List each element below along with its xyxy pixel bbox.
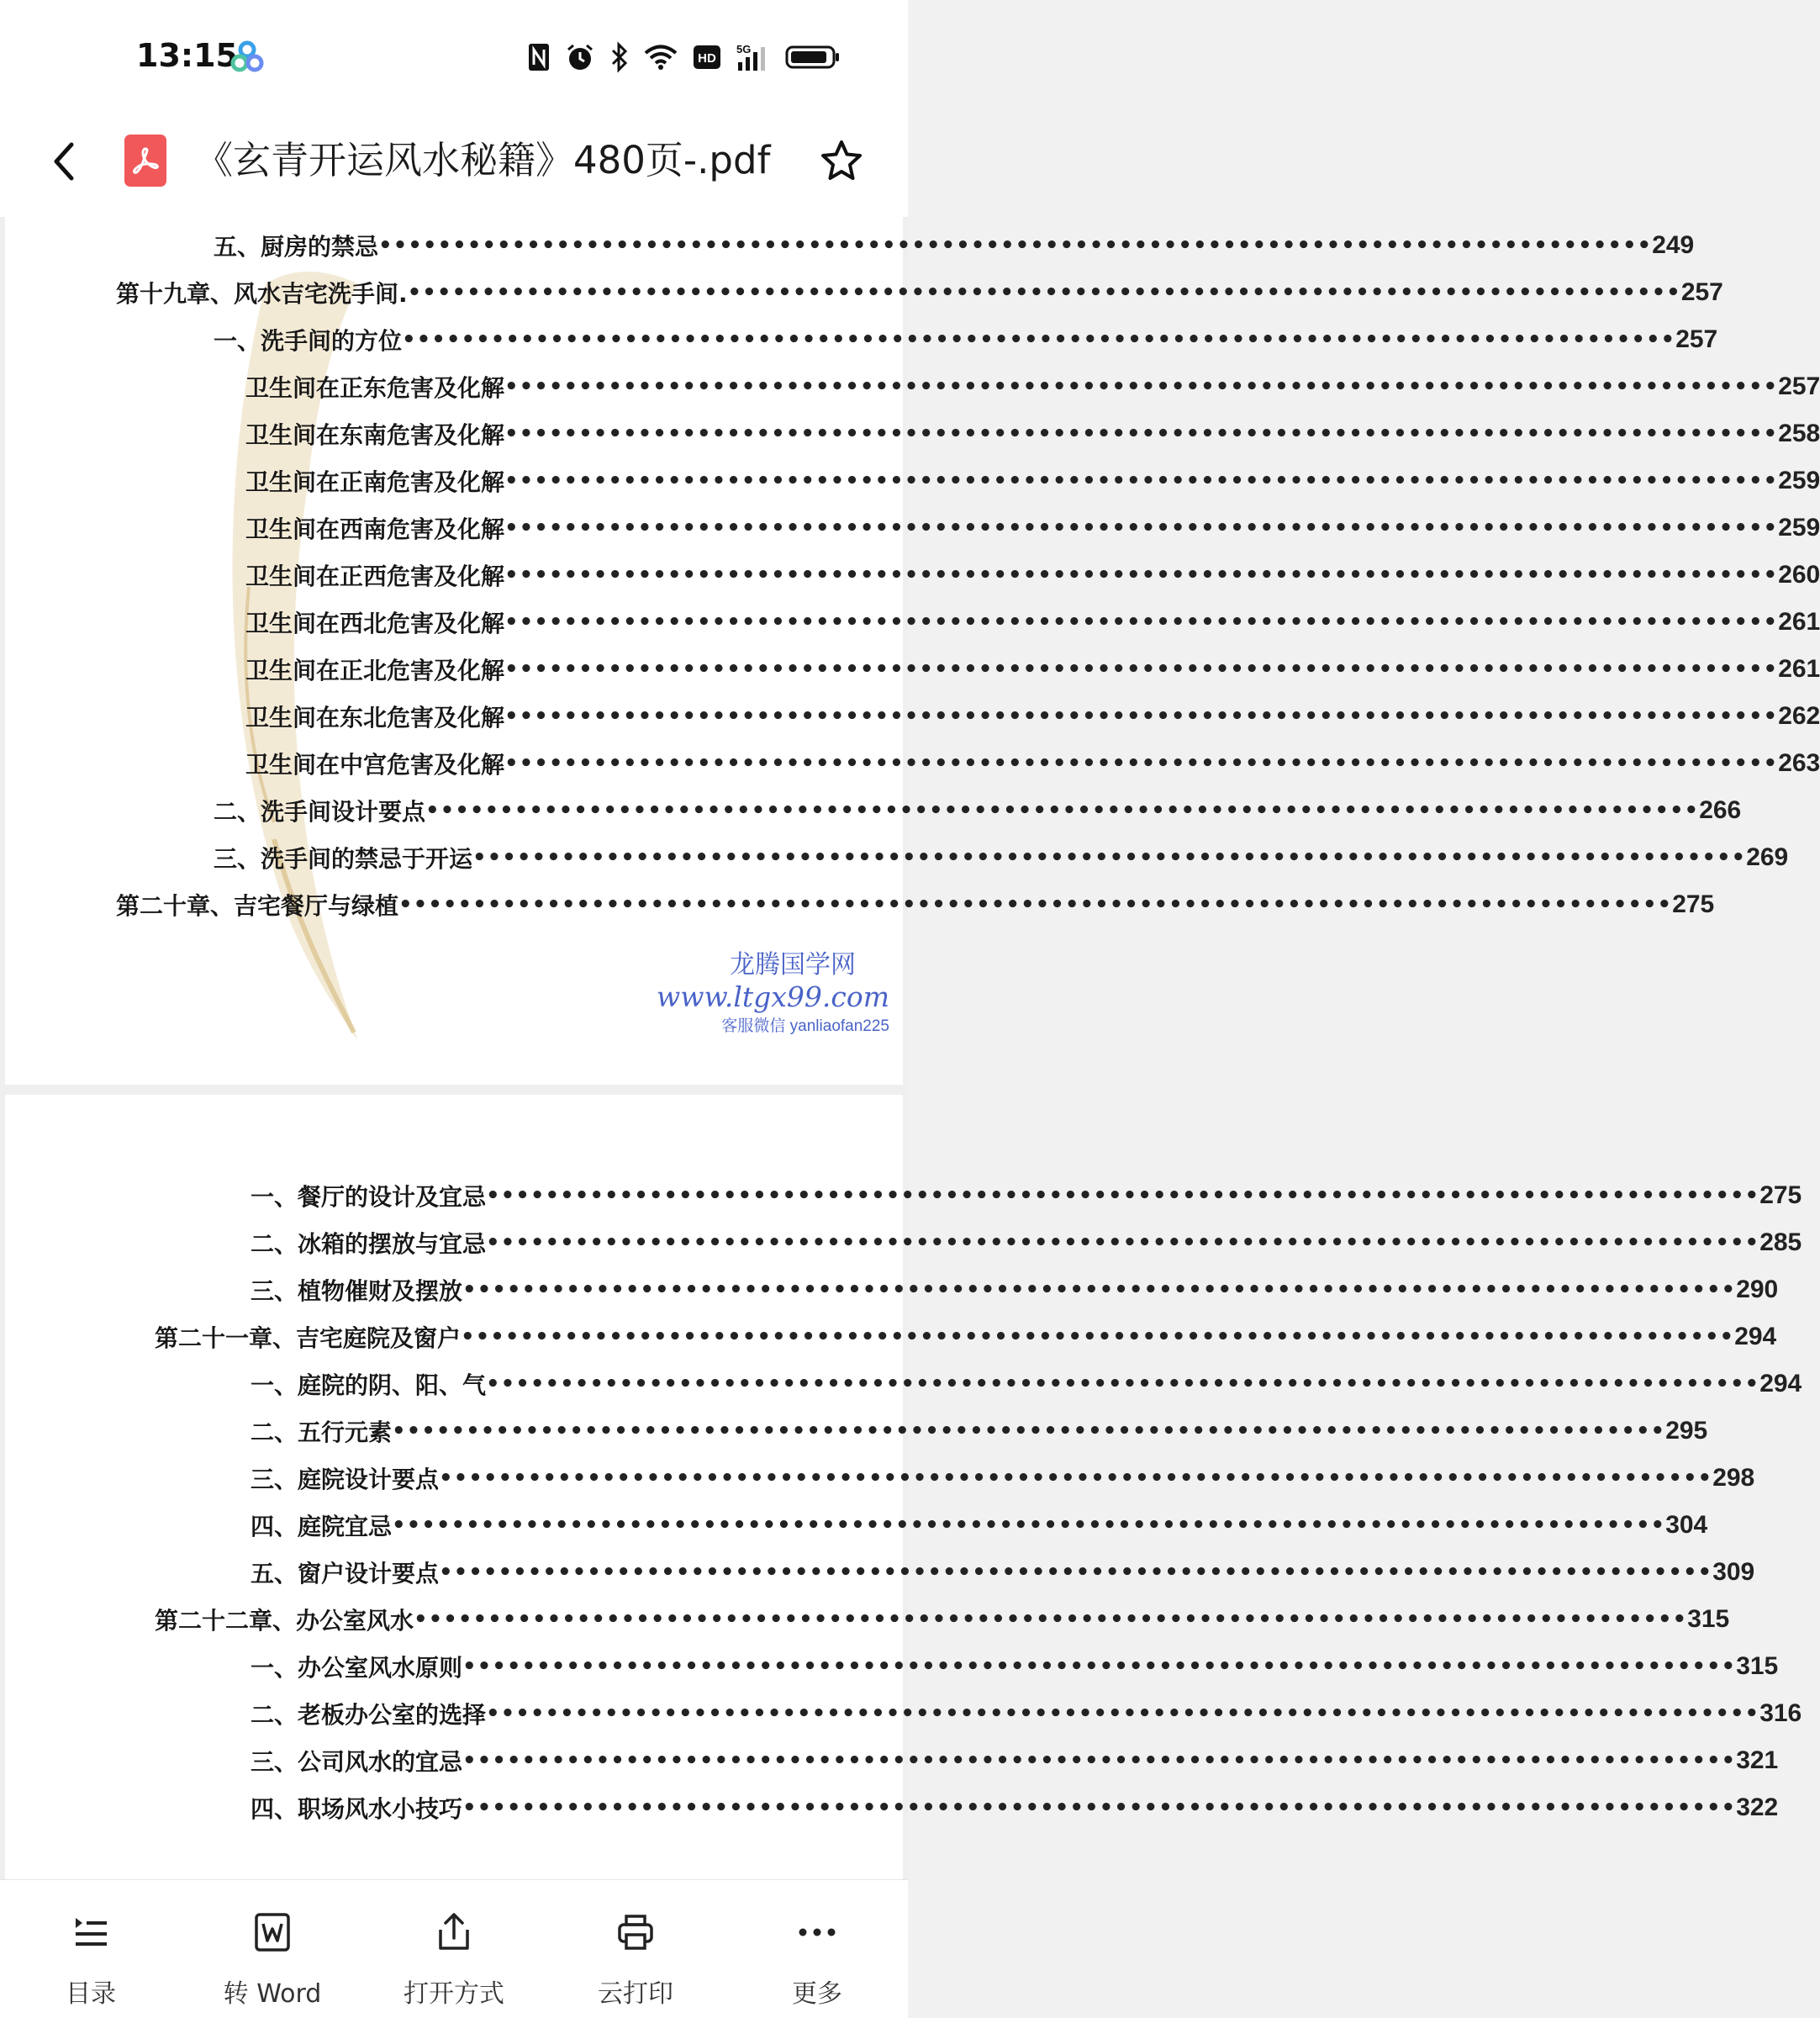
share-icon [432, 1910, 476, 1954]
toc-leader-dots: •••••••••••••••••••••••••••••••••••••••••••••••••••••••••••••••••••••••••••••••••••••• [486, 1701, 1760, 1726]
5g-signal-icon [736, 42, 770, 72]
toc-button-label: 目录 [66, 1979, 116, 2009]
toc-entry[interactable] [245, 745, 1820, 782]
word-convert-icon [251, 1910, 294, 1954]
toc-entry-page: 261 [1778, 655, 1820, 683]
wifi-icon [644, 44, 678, 71]
toc-leader-dots: •••••••••••••••••••••••••••••••••••••••••••••••••••••••••••••••••••••••••••••••••••••• [504, 657, 1779, 682]
network-label: 5G [736, 43, 752, 55]
toc-entry[interactable] [214, 792, 1742, 829]
cloud-print-label: 云打印 [598, 1979, 673, 2009]
chevron-left-icon [51, 141, 76, 182]
toc-entry-title: 二、冰箱的摆放与宜忌 [251, 1230, 487, 1258]
toc-entry-page: 261 [1778, 608, 1820, 636]
toc-leader-dots: •••••••••••••••••••••••••••••••••••••••••••••••••••••••••••••••••••••••••••••••••••••• [392, 1418, 1666, 1444]
toc-entry-page: 260 [1778, 561, 1820, 589]
more-label: 更多 [792, 1979, 842, 2009]
toc-entry[interactable] [251, 1789, 1779, 1826]
toc-entry-page: 294 [1759, 1370, 1802, 1397]
toc-entry-title: 三、公司风水的宜忌 [251, 1748, 463, 1776]
watermark-contact: 客服微信 yanliaofan225 [721, 1017, 889, 1035]
toc-leader-dots: •••••••••••••••••••••••••••••••••••••••••••••••••••••••••••••••••••••••••••••••••••••• [462, 1748, 1737, 1773]
toc-entry-page: 249 [1652, 231, 1695, 259]
toc-entry[interactable] [245, 510, 1820, 547]
toc-entry[interactable] [214, 227, 1695, 264]
toc-entry-title: 第十九章、风水吉宅洗手间. [116, 280, 408, 308]
toc-entry-title: 第二十一章、吉宅庭院及窗户 [155, 1324, 462, 1352]
toc-leader-dots: •••••••••••••••••••••••••••••••••••••••••••••••••••••••••••••••••••••••••••••••••••••• [504, 374, 1779, 399]
table-of-contents-icon [69, 1910, 113, 1954]
toc-entry-page: 275 [1759, 1181, 1802, 1209]
toc-entry-page: 259 [1778, 467, 1820, 494]
toc-entry[interactable] [251, 1224, 1802, 1261]
toc-leader-dots: •••••••••••••••••••••••••••••••••••••••••••••••••••••••••••••••••••••••••••••••••••••• [504, 610, 1779, 635]
pdf-page[interactable] [5, 217, 1820, 1085]
toc-entry-title: 一、办公室风水原则 [251, 1654, 463, 1682]
toc-entry-page: 259 [1778, 514, 1820, 541]
toc-entry-page: 316 [1759, 1699, 1802, 1727]
toc-entry[interactable] [214, 321, 1718, 358]
toc-entry-page: 257 [1680, 278, 1723, 306]
open-with-label: 打开方式 [404, 1979, 504, 2009]
pdf-page[interactable] [5, 1095, 1802, 1936]
toc-entry-title: 第二十章、吉宅餐厅与绿植 [116, 892, 399, 920]
toc-entry-title: 四、庭院宜忌 [251, 1513, 393, 1540]
toc-entry[interactable] [245, 368, 1820, 405]
watermark-site-name: 龙腾国学网 [730, 950, 856, 980]
toc-entry[interactable] [155, 1318, 1777, 1355]
printer-icon [614, 1910, 657, 1954]
toc-entry-page: 315 [1687, 1605, 1730, 1633]
toc-entry-title: 卫生间在西南危害及化解 [245, 515, 505, 543]
toc-entry-title: 卫生间在西北危害及化解 [245, 610, 505, 637]
toc-entry-title: 三、庭院设计要点 [251, 1466, 440, 1493]
toc-leader-dots: •••••••••••••••••••••••••••••••••••••••••••••••••••••••••••••••••••••••••••••••••••••• [462, 1654, 1737, 1679]
app-notification-icon [229, 39, 266, 76]
toc-entry-title: 三、植物催财及摆放 [251, 1277, 463, 1305]
bottom-toolbar [0, 1879, 908, 2018]
toc-entry-title: 卫生间在正西危害及化解 [245, 563, 505, 590]
toc-entry-page: 262 [1778, 702, 1820, 730]
convert-word-button[interactable] [182, 1880, 363, 2018]
toc-entry[interactable] [251, 1742, 1779, 1779]
toc-entry-title: 三、洗手间的禁忌于开运 [214, 845, 473, 873]
toc-entry-page: 269 [1746, 843, 1789, 871]
toc-entry-page: 309 [1712, 1558, 1755, 1586]
toc-leader-dots: •••••••••••••••••••••••••••••••••••••••••••••••••••••••••••••••••••••••••••••••••••••• [425, 798, 1700, 823]
battery-icon [785, 45, 841, 70]
more-icon [795, 1910, 839, 1954]
toc-leader-dots: •••••••••••••••••••••••••••••••••••••••••••••••••••••••••••••••••••••••••••••••••••••• [504, 468, 1779, 494]
toc-entry-page: 290 [1736, 1276, 1779, 1303]
toc-button[interactable] [0, 1880, 182, 2018]
toc-entry-title: 卫生间在东南危害及化解 [245, 421, 505, 449]
document-title: 《玄青开运风水秘籍》480页-.pdf [195, 138, 771, 182]
toc-entry-page: 322 [1736, 1793, 1779, 1821]
toc-leader-dots: •••••••••••••••••••••••••••••••••••••••••••••••••••••••••••••••••••••••••••••••••••••• [504, 421, 1779, 446]
toc-entry[interactable] [251, 1413, 1708, 1450]
toc-leader-dots: •••••••••••••••••••••••••••••••••••••••••••••••••••••••••••••••••••••••••••••••••••••• [486, 1183, 1760, 1208]
toc-entry-page: 294 [1734, 1323, 1777, 1350]
toc-entry-page: 298 [1712, 1464, 1755, 1492]
back-button[interactable] [37, 135, 91, 188]
toc-leader-dots: •••••••••••••••••••••••••••••••••••••••••••••••••••••••••••••••••••••••••••••••••••••• [504, 515, 1779, 541]
pdf-viewport[interactable] [0, 217, 1820, 1879]
toc-entry[interactable] [245, 557, 1820, 594]
toc-entry-title: 二、洗手间设计要点 [214, 798, 426, 826]
toc-entry-page: 275 [1672, 890, 1715, 918]
status-time: 13:15 [136, 37, 238, 74]
status-bar [0, 0, 908, 109]
toc-entry-page: 257 [1675, 325, 1718, 353]
toc-leader-dots: •••••••••••••••••••••••••••••••••••••••••••••••••••••••••••••••••••••••••••••••••••••• [398, 892, 1673, 917]
toc-entry[interactable] [116, 274, 1723, 311]
toc-entry-title: 五、窗户设计要点 [251, 1560, 440, 1587]
toc-entry-title: 一、餐厅的设计及宜忌 [251, 1183, 487, 1211]
toc-entry-title: 卫生间在正南危害及化解 [245, 468, 505, 496]
toc-entry[interactable] [155, 1601, 1730, 1638]
toc-leader-dots: •••••••••••••••••••••••••••••••••••••••••••••••••••••••••••••••••••••••••••••••••••••• [486, 1230, 1760, 1255]
watermark-url: www.ltgx99.com [657, 980, 889, 1013]
toc-entry[interactable] [245, 415, 1820, 452]
toc-leader-dots: •••••••••••••••••••••••••••••••••••••••••••••••••••••••••••••••••••••••••••••••••••••• [439, 1466, 1713, 1491]
toc-entry[interactable] [116, 886, 1715, 923]
toc-entry[interactable] [251, 1366, 1802, 1403]
toc-entry-title: 卫生间在中宫危害及化解 [245, 751, 505, 779]
star-outline-icon [820, 139, 863, 182]
toc-entry-title: 四、职场风水小技巧 [251, 1795, 463, 1823]
cloud-print-button[interactable] [545, 1880, 726, 2018]
toc-entry-title: 卫生间在正北危害及化解 [245, 657, 505, 684]
toc-entry-page: 315 [1736, 1652, 1779, 1680]
toc-leader-dots: •••••••••••••••••••••••••••••••••••••••••••••••••••••••••••••••••••••••••••••••••••••• [414, 1607, 1688, 1632]
pdf-icon [124, 135, 166, 187]
toc-leader-dots: •••••••••••••••••••••••••••••••••••••••••••••••••••••••••••••••••••••••••••••••••••••• [439, 1560, 1713, 1585]
toc-entry[interactable] [251, 1271, 1779, 1308]
toc-entry[interactable] [251, 1507, 1708, 1544]
hd-label: HD [698, 51, 716, 66]
toc-entry-page: 321 [1736, 1746, 1779, 1774]
toc-leader-dots: •••••••••••••••••••••••••••••••••••••••••••••••••••••••••••••••••••••••••••••••••••••• [472, 845, 1747, 870]
toc-leader-dots: •••••••••••••••••••••••••••••••••••••••••••••••••••••••••••••••••••••••••••••••••••••• [462, 1795, 1737, 1820]
toc-entry[interactable] [251, 1648, 1779, 1685]
watermark [657, 943, 889, 1036]
toc-entry-title: 卫生间在东北危害及化解 [245, 704, 505, 732]
status-icons [528, 39, 841, 76]
toc-entry-title: 第二十二章、办公室风水 [155, 1607, 414, 1635]
toc-leader-dots: •••••••••••••••••••••••••••••••••••••••••••••••••••••••••••••••••••••••••••••••••••••• [461, 1324, 1735, 1350]
toc-entry[interactable] [251, 1460, 1755, 1497]
toc-leader-dots: •••••••••••••••••••••••••••••••••••••••••••••••••••••••••••••••••••••••••••••••••••••• [504, 704, 1779, 729]
toc-entry[interactable] [251, 1177, 1802, 1214]
toc-entry[interactable] [245, 651, 1820, 688]
toc-entry[interactable] [214, 839, 1789, 876]
open-with-button[interactable] [363, 1880, 545, 2018]
toc-entry-title: 二、五行元素 [251, 1418, 393, 1446]
alarm-icon [565, 42, 595, 72]
toc-entry-page: 266 [1699, 796, 1742, 824]
toc-entry-page: 304 [1665, 1511, 1708, 1539]
nfc-icon [528, 43, 550, 71]
toc-entry[interactable] [245, 462, 1820, 499]
toc-entry-page: 257 [1778, 372, 1820, 400]
toc-leader-dots: •••••••••••••••••••••••••••••••••••••••••••••••••••••••••••••••••••••••••••••••••••••• [486, 1371, 1760, 1397]
toc-entry-title: 一、洗手间的方位 [214, 327, 403, 355]
toc-entry-title: 一、庭院的阴、阳、气 [251, 1371, 487, 1399]
toc-entry[interactable] [251, 1554, 1755, 1591]
toc-leader-dots: •••••••••••••••••••••••••••••••••••••••••••••••••••••••••••••••••••••••••••••••••••••• [407, 280, 1681, 305]
convert-word-label: 转 Word [223, 1979, 322, 2009]
toc-entry-page: 258 [1778, 420, 1820, 447]
app-header [0, 109, 908, 217]
toc-leader-dots: •••••••••••••••••••••••••••••••••••••••••••••••••••••••••••••••••••••••••••••••••••••• [378, 233, 1653, 258]
toc-entry-title: 五、厨房的禁忌 [214, 233, 379, 261]
toc-entry-title: 卫生间在正东危害及化解 [245, 374, 505, 402]
toc-leader-dots: •••••••••••••••••••••••••••••••••••••••••••••••••••••••••••••••••••••••••••••••••••••• [402, 327, 1676, 352]
toc-entry-page: 263 [1778, 749, 1820, 777]
hd-icon [693, 45, 721, 70]
favorite-button[interactable] [814, 133, 869, 188]
toc-entry-title: 二、老板办公室的选择 [251, 1701, 487, 1729]
toc-entry[interactable] [245, 698, 1820, 735]
toc-leader-dots: •••••••••••••••••••••••••••••••••••••••••••••••••••••••••••••••••••••••••••••••••••••• [392, 1513, 1666, 1538]
toc-entry-page: 285 [1759, 1228, 1802, 1256]
toc-entry[interactable] [245, 604, 1820, 641]
toc-entry[interactable] [251, 1695, 1802, 1732]
toc-leader-dots: •••••••••••••••••••••••••••••••••••••••••••••••••••••••••••••••••••••••••••••••••••••• [504, 563, 1779, 588]
toc-leader-dots: •••••••••••••••••••••••••••••••••••••••••••••••••••••••••••••••••••••••••••••••••••••• [462, 1277, 1737, 1302]
more-button[interactable] [726, 1880, 908, 2018]
toc-entry-page: 295 [1665, 1417, 1708, 1445]
bluetooth-icon [610, 42, 629, 72]
toc-leader-dots: •••••••••••••••••••••••••••••••••••••••••••••••••••••••••••••••••••••••••••••••••••••• [504, 751, 1779, 776]
